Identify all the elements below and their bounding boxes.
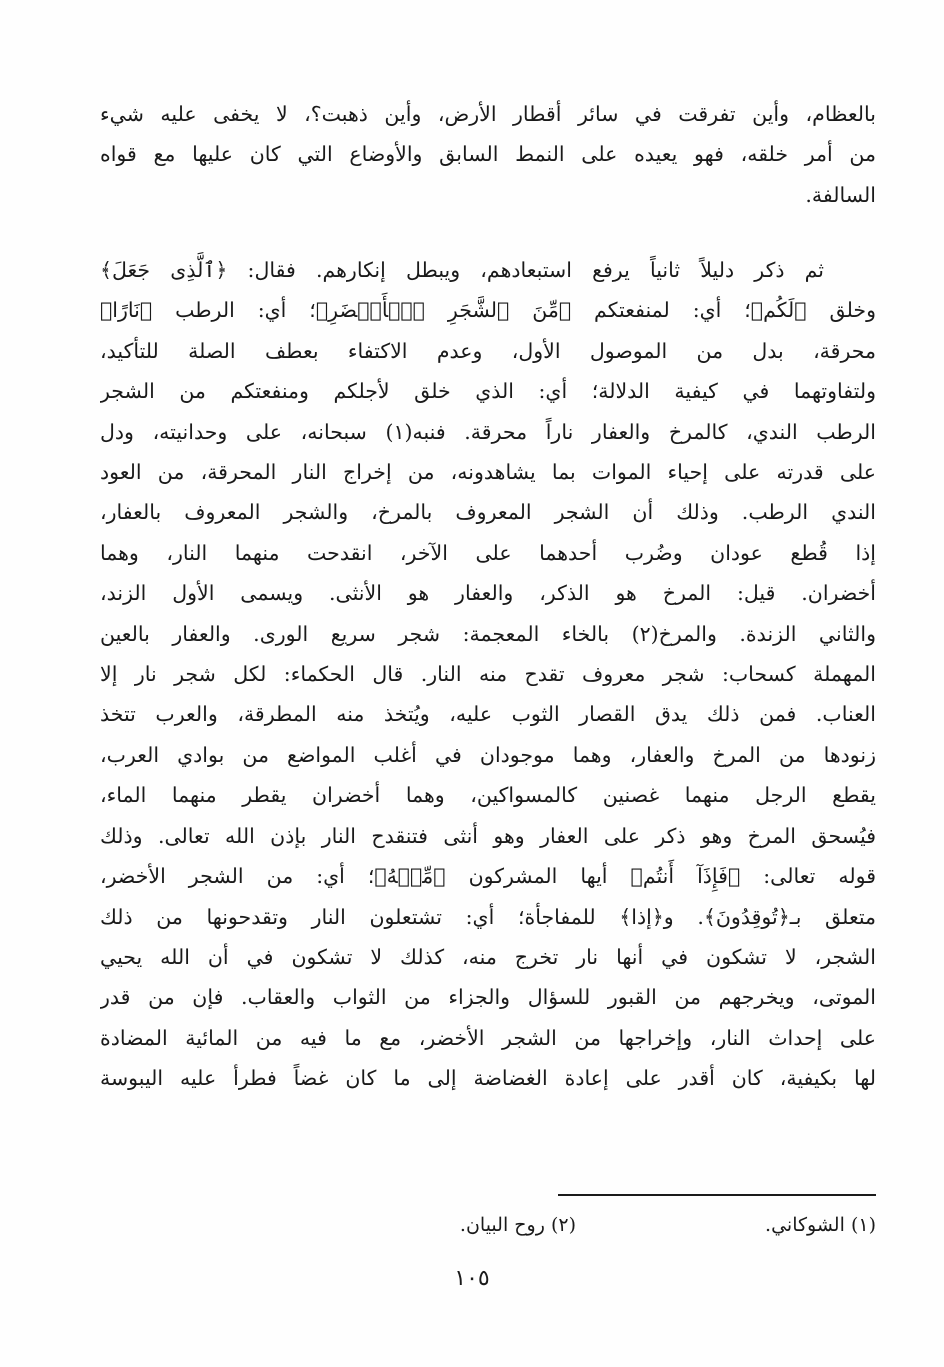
text-line: محرقة، بدل من الموصول الأول، وعدم الاكتفاء بعطف الصلة للتأكيد، (100, 338, 876, 363)
text-line: إذا قُطع عودان وضُرب أحدهما على الآخر، انقدحت منهما النار، وهما (100, 540, 876, 565)
text-line: الندي الرطب. وذلك أن الشجر المعروف بالمرخ، والشجر المعروف بالعفار، (100, 500, 876, 525)
text-line: لها بكيفية، كان أقدر على إعادة الغضاضة إلى ما كان غضاً فطرأ عليه اليبوسة (100, 1066, 876, 1091)
text-line: على قدرته على إحياء الموات بما يشاهدونه، من إخراج النار المحرقة، من العود (100, 460, 876, 485)
text-line: الشجر، لا تشكون في أنها نار تخرج منه، كذلك لا تشكون في أن الله يحيي (100, 944, 876, 969)
text-line: بالعظام، وأين تفرقت في سائر أقطار الأرض، وأين ذهبت؟، لا يخفى عليه شيء (100, 102, 876, 126)
text-line: من أمر خلقه، فهو يعيده على النمط السابق والأوضاع التي كان عليها مع قواه (100, 142, 876, 167)
text-line: أخضران. قيل: المرخ هو الذكر، والعفار هو الأنثى. ويسمى الأول الزند، (100, 581, 876, 606)
text-line: متعلق بـ﴿تُوقِدُونَ﴾. و﴿إذا﴾ للمفاجأة؛ أي: تشتعلون النار وتقدحونها من ذلك (100, 904, 876, 929)
text-line: المهملة كسحاب: شجر معروف تقدح منه النار. قال الحكماء: لكل شجر نار إلا (100, 662, 876, 687)
text-line: ثم ذكر دليلاً ثانياً يرفع استبعادهم، ويبطل إنكارهم. فقال: ﴿ٱلَّذِى جَعَلَ﴾ (100, 258, 824, 282)
footnote-marker: (٢) (550, 1214, 576, 1236)
footnote-text: الشوكاني. (765, 1214, 845, 1236)
paragraph-1 (100, 94, 876, 215)
text-line: والثاني الزندة. والمرخ(٢) بالخاء المعجمة: شجر سريع الورى. والعفار بالعين (100, 621, 876, 646)
text-line: على إحداث النار، وإخراجها من الشجر الأخضر، مع ما فيه من المائية المضادة (100, 1025, 876, 1050)
text-line: السالفة. (805, 182, 876, 207)
text-line: الموتى، ويخرجهم من القبور للسؤال والجزاء من الثواب والعقاب. فإن من قدر (100, 985, 876, 1010)
text-line: زنودها من المرخ والعفار، وهما موجودان في أغلب المواضع من بوادي العرب، (100, 742, 876, 767)
text-line: قوله تعالى: ﴿فَإِذَآ أَنتُم﴾ أيها المشركون ﴿مِّنۡهُ﴾؛ أي: من الشجر الأخضر، (100, 864, 876, 889)
footnotes (100, 1208, 876, 1242)
footnote-divider (558, 1194, 876, 1196)
text-line: العناب. فمن ذلك يدق القصار الثوب عليه، ويُتخذ منه المطرقة، والعرب تتخذ (100, 702, 876, 727)
text-line: ولتفاوتهما في كيفية الدلالة؛ أي: الذي خلق لأجلكم ومنفعتكم من الشجر (100, 379, 876, 404)
text-line: وخلق ﴿لَكُم﴾؛ أي: لمنفعتكم ﴿مِّنَ ٱلشَّجَرِ ٱلۡأَخۡضَرِ﴾؛ أي: الرطب ﴿نَارًا﴾ (100, 298, 876, 323)
footnote-text: روح البيان. (459, 1214, 545, 1236)
footnote-1 (576, 1208, 876, 1242)
text-line: الرطب الندي، كالمرخ والعفار ناراً محرقة. فنبه(١) سبحانه، على وحدانيته، ودل (100, 419, 876, 444)
paragraph-2 (100, 250, 876, 1099)
footnote-marker: (١) (850, 1214, 876, 1236)
page-number: ١٠٥ (454, 1266, 490, 1291)
footnote-2 (460, 1208, 576, 1242)
text-line: يقطع الرجل منهما غصنين كالمسواكين، وهما أخضران يقطر منهما الماء، (100, 783, 876, 808)
text-line: فيُسحق المرخ وهو ذكر على العفار وهو أنثى فتنقدح النار بإذن الله تعالى. وذلك (100, 823, 876, 848)
